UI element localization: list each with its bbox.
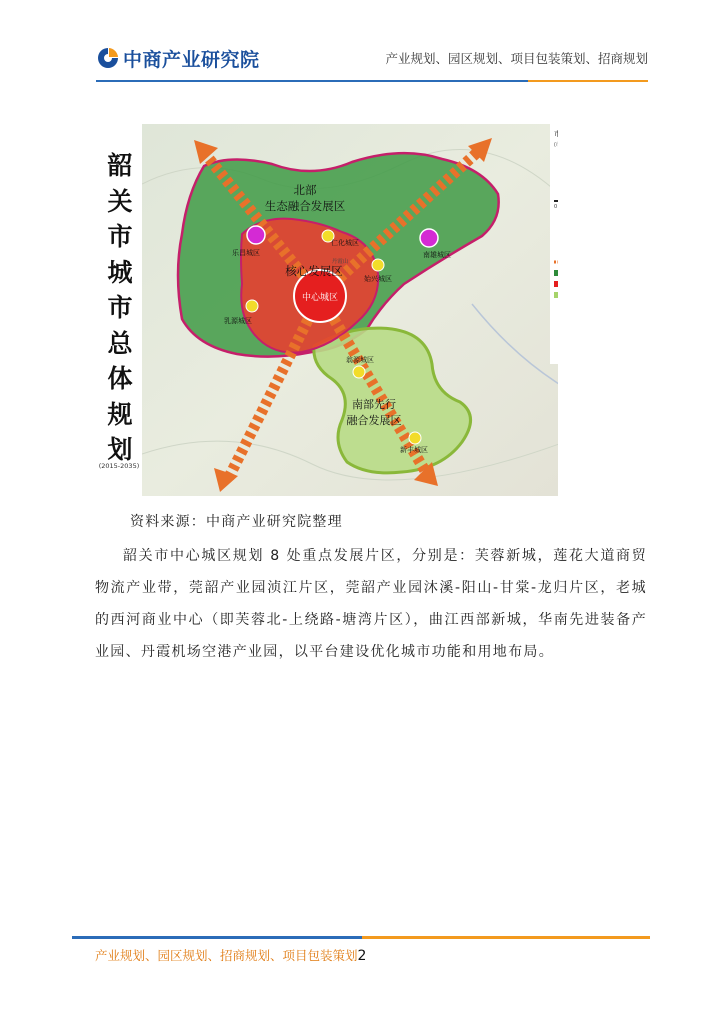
vertical-title-char: 韶: [107, 151, 133, 180]
wengyuan-marker: [353, 366, 365, 378]
footer-services: 产业规划、园区规划、招商规划、项目包装策划: [95, 948, 358, 963]
center-city-label: 中心城区: [301, 292, 339, 302]
body-paragraph: [95, 540, 647, 668]
xinfeng-label: 新丰城区: [400, 447, 428, 454]
vertical-title-char: 市: [107, 222, 133, 251]
wengyuan-label: 翁源城区: [346, 357, 374, 364]
vertical-title: [98, 148, 142, 468]
paragraph-text: 韶关市中心城区规划 8 处重点发展片区，分别是：芙蓉新城，莲花大道商贸物流产业带，莞韶产业园浈江片区，莞韶产业园沐溪-阳山-甘棠-龙归片区，老城的西河商业中心（即芙蓉北-上绕路-塘湾片区），曲江西部新城，华南先进装备产业园、丹霞机场空港产业园，以平台建设优化城市功能和用地布局。: [95, 548, 647, 660]
legend-item: 核心发展区: [554, 281, 558, 288]
logo-mark-icon: [96, 46, 120, 70]
footer-divider: [72, 936, 650, 939]
north-zone-label-1: 北部: [293, 185, 317, 197]
lechang-label: 乐昌城区: [232, 250, 260, 257]
vertical-title-char: 总: [107, 328, 133, 358]
vertical-title-char: 划: [107, 435, 133, 464]
legend-item: 主要城镇发展带: [574, 260, 610, 266]
vertical-title-char: 市: [107, 293, 133, 322]
legend-items: 主要城镇发展带生态融合发展区核心发展区先行融合发展区市级主中心市级副中心县城中心城市: [554, 259, 558, 332]
map-subtitle: (市域城镇空间结构规划图): [554, 142, 613, 148]
legend-swatch: [554, 281, 558, 287]
ruyuan-marker: [246, 300, 258, 312]
legend-swatch: [554, 270, 558, 276]
danxia-label: 丹霞山: [331, 259, 349, 265]
shixing-marker: [372, 259, 384, 271]
vertical-title-char: 规: [107, 399, 133, 429]
shixing-label: 始兴城区: [364, 276, 392, 283]
page-number: 2: [357, 948, 367, 964]
vertical-title-char: 城: [107, 257, 133, 287]
vertical-title-char: 关: [107, 186, 133, 216]
plan-years: (2015-2035): [98, 462, 140, 470]
vertical-title-char: 体: [107, 364, 133, 393]
legend-swatch: [554, 292, 558, 298]
header-divider: [96, 80, 648, 82]
scale-0: 0: [554, 204, 558, 210]
brand-name: 中商产业研究院: [123, 48, 260, 71]
nanxiong-marker: [420, 229, 438, 247]
source-note: 资料来源：中商产业研究院整理: [130, 514, 343, 530]
renhua-label: 仁化城区: [331, 240, 359, 247]
south-zone-label-2: 融合发展区: [346, 415, 402, 427]
ruyuan-label: 乳源城区: [224, 318, 252, 325]
legend-item: 生态融合发展区: [554, 270, 558, 277]
nanxiong-label: 南雄城区: [423, 252, 451, 259]
header-services: 产业规划、园区规划、项目包装策划、招商规划: [385, 51, 648, 66]
company-logo: [96, 44, 260, 72]
core-zone-label: 核心发展区: [285, 266, 343, 278]
lechang-marker: [247, 226, 265, 244]
map-title: 市域城镇体系规划图: [554, 131, 617, 138]
footer: [95, 946, 366, 964]
map-legend: 市域城镇体系规划图 (市域城镇空间结构规划图) 0 5 20 40KM 图 例 主要城镇发展带生态融合发展区核心发展区先行融合发展区市级主中心市级副中心县城中心城市: [550, 124, 558, 364]
planning-figure: [96, 118, 617, 496]
legend-item: 先行融合发展区: [554, 292, 558, 299]
north-zone-label-2: 生态融合发展区: [264, 201, 346, 213]
xinfeng-marker: [409, 432, 421, 444]
figure-title-column: [96, 118, 142, 496]
scale-bar: 0 5 20 40KM: [554, 200, 558, 210]
south-zone-label-1: 南部先行: [352, 399, 396, 411]
